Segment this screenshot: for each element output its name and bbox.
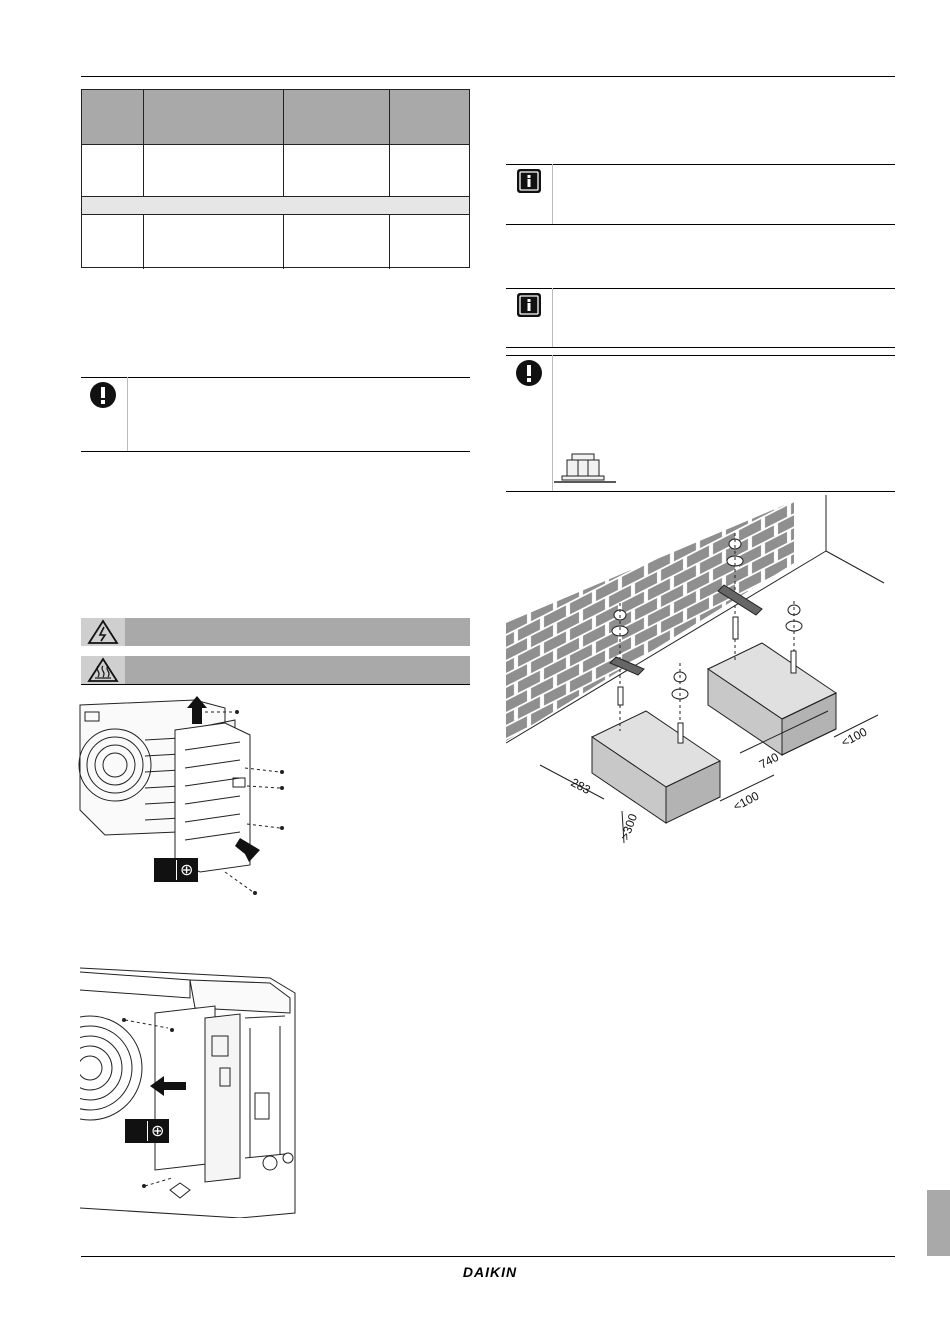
dimension-clearance-front: >300	[617, 811, 641, 843]
info-notice-2-bottom	[506, 347, 895, 348]
hot-surface-hazard-bar	[81, 656, 470, 684]
table-col-divider	[143, 90, 144, 196]
info-notice-1-bottom	[506, 224, 895, 225]
exclamation-icon	[514, 358, 544, 388]
info-icon	[516, 292, 542, 318]
exclamation-icon	[88, 380, 118, 410]
footer-rule	[81, 1256, 895, 1257]
screwdriver-symbol: ⊕	[180, 860, 194, 879]
notice-top-rule	[81, 377, 470, 378]
notice-divider	[127, 377, 128, 451]
dimension-side-gap-1: <100	[730, 788, 762, 814]
table-col-divider	[143, 214, 144, 269]
table-col-divider	[283, 214, 284, 269]
caution-notice-top	[506, 355, 895, 356]
dimension-depth: 283	[568, 775, 593, 798]
table-col-divider	[283, 90, 284, 196]
info-notice-1-top	[506, 164, 895, 165]
icon-cell	[81, 656, 125, 684]
screwdriver-badge	[125, 1119, 169, 1143]
table-row-divider	[82, 196, 469, 197]
table-row-divider	[82, 214, 469, 215]
screwdriver-symbol-box	[176, 860, 197, 880]
info-notice-2-top	[506, 288, 895, 289]
info-notice-2-divider	[552, 288, 553, 347]
screwdriver-badge	[154, 858, 198, 882]
icon-cell	[81, 618, 125, 646]
electrical-hazard-bar	[81, 618, 470, 646]
table-header-row	[82, 90, 469, 144]
foundation-block-front	[592, 711, 720, 823]
hazard-bottom-rule	[81, 684, 470, 685]
foundation-installation-drawing	[504, 493, 896, 863]
info-notice-1-divider	[552, 164, 553, 224]
notice-bottom-rule	[81, 451, 470, 452]
specification-table	[81, 89, 470, 268]
brand-logo: DAIKIN	[462, 1264, 518, 1280]
table-section-row	[82, 196, 469, 214]
panel-removal-illustration-2	[80, 958, 310, 1218]
nut-fastening-illustration	[550, 450, 620, 488]
table-col-divider	[389, 90, 390, 196]
table-col-divider	[389, 214, 390, 269]
info-icon	[516, 168, 542, 194]
header-rule	[81, 76, 895, 77]
dimension-length: 740	[756, 749, 782, 772]
electrical-hazard-icon	[81, 618, 125, 646]
dimension-side-gap-2: <100	[838, 724, 870, 750]
screwdriver-symbol: ⊕	[151, 1121, 165, 1140]
chapter-tab	[927, 1190, 950, 1256]
table-row-divider	[82, 144, 469, 145]
caution-notice-bottom	[506, 491, 895, 492]
hot-surface-icon	[81, 656, 125, 684]
screwdriver-symbol-box	[147, 1121, 168, 1141]
